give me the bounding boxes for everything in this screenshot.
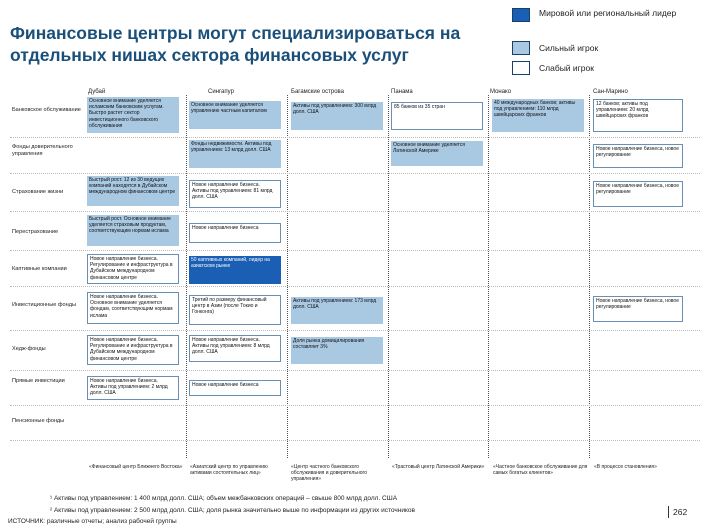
column-footer-monaco: «Частное банковское обслуживание для самых богатых клиентов»: [493, 464, 588, 476]
row-label-life-insurance: Страхование жизни: [12, 189, 64, 195]
cell-singapore-hedge-funds: Новое направление бизнеса. Активы под управлением: 8 млрд долл. США: [189, 335, 281, 362]
legend-label-strong: Сильный игрок: [539, 43, 599, 53]
cell-dubai-captive: Новое направление бизнеса. Регулирование и инфраструктура в Дубайском международном финансовом центре: [87, 254, 179, 284]
column-footer-panama: «Трастовый центр Латинской Америки»: [392, 464, 485, 470]
row-divider: [10, 286, 700, 287]
row-label-private-equity: Прямые инвестиции: [12, 378, 65, 384]
row-divider: [10, 440, 700, 441]
column-divider: [488, 95, 489, 458]
row-label-captive-companies: Каптивные компании: [12, 266, 67, 272]
column-header-singapore: Сингапур: [208, 89, 234, 95]
row-divider: [10, 173, 700, 174]
legend-label-weak: Слабый игрок: [539, 63, 594, 73]
column-divider: [287, 95, 288, 458]
cell-singapore-trust-funds: Фонды недвижимости. Активы под управлением: 13 млрд долл. США: [189, 140, 281, 168]
cell-bahamas-hedge-funds: Доля рынка домицилирования составляет 3%: [291, 337, 383, 364]
column-footer-singapore: «Азиатский центр по управлению активами состоятельных лиц»: [190, 464, 268, 476]
cell-sanmarino-trust-funds: Новое направление бизнеса, новое регулирование: [593, 144, 683, 168]
cell-sanmarino-banking: 12 банков; активы под управлением: 20 млрд швейцарских франков: [593, 99, 683, 132]
page-title: Финансовые центры могут специализироваться на отдельных нишах сектора финансовых услуг: [10, 23, 461, 65]
column-header-sanmarino: Сан-Марино: [593, 89, 628, 95]
legend-label-leader: Мировой или региональный лидер: [539, 8, 677, 18]
column-header-dubai: Дубай: [88, 89, 106, 95]
column-divider: [186, 95, 187, 458]
row-label-pension-funds: Пенсионные фонды: [12, 418, 65, 424]
cell-singapore-reinsurance: Новое направление бизнеса: [189, 223, 281, 243]
page-number-divider: [668, 506, 669, 518]
cell-singapore-banking: Основное внимание уделяется управлению частным капиталом: [189, 101, 281, 129]
cell-panama-trust-funds: Основное внимание уделяется Латинской Америке: [391, 141, 483, 166]
row-label-investment-funds: Инвестиционные фонды: [12, 302, 77, 308]
cell-dubai-life-insurance: Быстрый рост. 12 из 30 ведущих компаний находятся в Дубайском международном финансовом центре: [87, 176, 179, 206]
row-divider: [10, 250, 700, 251]
row-divider: [10, 211, 700, 212]
cell-sanmarino-investment-funds: Новое направление бизнеса, новое регулирование: [593, 296, 683, 322]
cell-bahamas-banking: Активы под управлением: 300 млрд долл. США: [291, 102, 383, 130]
cell-monaco-banking: 40 международных банков; активы под управлением: 110 млрд швейцарских франков: [492, 99, 584, 132]
row-divider: [10, 405, 700, 406]
row-label-hedge-funds: Хедж-фонды: [12, 346, 46, 352]
cell-singapore-life-insurance: Новое направление бизнеса. Активы под управлением: 81 млрд долл. США: [189, 180, 281, 208]
column-header-bahamas: Багамские острова: [291, 89, 344, 95]
cell-panama-banking: 85 банков из 35 стран: [391, 102, 483, 130]
column-header-panama: Панама: [391, 89, 413, 95]
cell-sanmarino-life-insurance: Новое направление бизнеса, новое регулирование: [593, 181, 683, 207]
legend-swatch-weak: [512, 61, 530, 75]
cell-dubai-investment-funds: Новое направление бизнеса. Основное внимание уделяется фондам, соответствующим нормам ислама: [87, 292, 179, 324]
cell-dubai-hedge-funds: Новое направление бизнеса. Регулирование и инфраструктура в Дубайском международном финансовом центре: [87, 335, 179, 365]
row-label-banking: Банковское обслуживание: [12, 107, 81, 113]
column-divider: [388, 95, 389, 458]
footnote-2: ² Активы под управлением: 2 500 млрд долл. США; доля рынка значительно выше по информации из других источников: [50, 507, 415, 514]
cell-dubai-banking: Основное внимание уделяется исламским банковским услугам. Быстро растет сектор инвестиционного банковского обслуживания: [87, 97, 179, 133]
column-footer-dubai: «Финансовый центр Ближнего Востока»: [89, 464, 183, 470]
row-label-trust-funds: Фонды доверительного управления: [12, 144, 73, 157]
footnote-1: ¹ Активы под управлением: 1 400 млрд долл. США; объем межбанковских операций – свыше 800 млрд долл. США: [50, 495, 398, 502]
legend-swatch-leader: [512, 8, 530, 22]
cell-singapore-private-equity: Новое направление бизнеса: [189, 380, 281, 396]
cell-singapore-captive: 50 каптивных компаний, лидер на азиатском рынке: [189, 256, 281, 284]
cell-dubai-private-equity: Новое направление бизнеса. Активы под управлением: 2 млрд долл. США: [87, 376, 179, 400]
row-divider: [10, 137, 700, 138]
cell-dubai-reinsurance: Быстрый рост. Основное внимание уделяется страховым продуктам, соответствующим нормам ислама: [87, 215, 179, 246]
cell-singapore-investment-funds: Третий по размеру финансовый центр в Азии (после Токио и Гонконга): [189, 295, 281, 325]
cell-bahamas-investment-funds: Активы под управлением: 173 млрд долл. США: [291, 297, 383, 324]
row-divider: [10, 330, 700, 331]
row-label-reinsurance: Перестрахование: [12, 229, 59, 235]
row-divider: [10, 370, 700, 371]
column-footer-sanmarino: «В процессе становления»: [594, 464, 657, 470]
column-header-monaco: Монако: [490, 89, 512, 95]
column-footer-bahamas: «Центр частного банковского обслуживания и доверительного управления»: [291, 464, 367, 482]
page-number: 262: [673, 507, 688, 517]
legend-swatch-strong: [512, 41, 530, 55]
column-divider: [589, 95, 590, 458]
source-note: ИСТОЧНИК: различные отчеты; анализ рабочей группы: [8, 518, 177, 525]
